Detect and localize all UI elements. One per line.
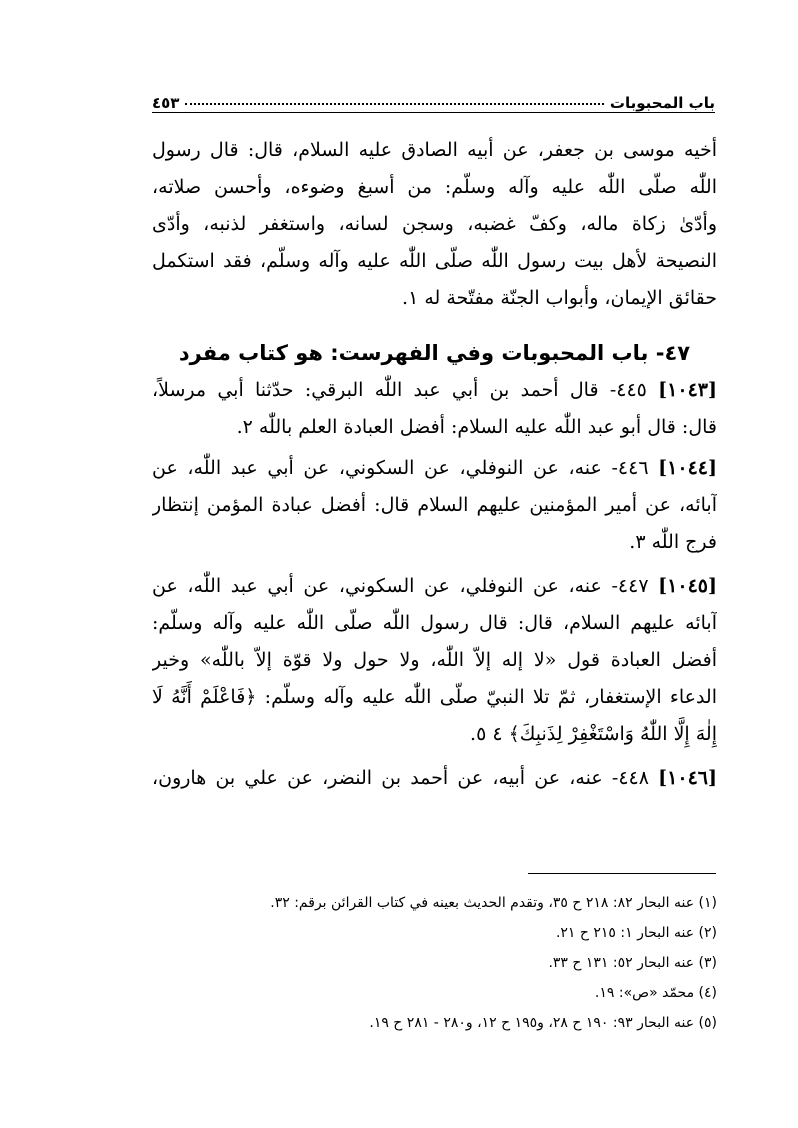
hadith-number: [١٠٤٦]	[658, 767, 717, 789]
text-line: وأدّىٰ زكاة ماله، وكفّ غضبه، وسجن لسانه، واستغفر لذنبه، وأدّى	[152, 213, 717, 235]
hadith-1043	[152, 372, 717, 446]
hadith-1045	[152, 568, 717, 753]
hadith-1044	[152, 450, 717, 561]
running-header	[152, 84, 715, 113]
header-dot-leader	[185, 103, 603, 105]
text-line: أخيه موسى بن جعفر، عن أبيه الصادق عليه السلام، قال: قال رسول	[152, 139, 717, 161]
footnote: (٢) عنه البحار ١: ٢١٥ ح ٢١.	[555, 925, 717, 941]
footnotes	[152, 888, 717, 1038]
footnote: (٤) محمّد «ص»: ١٩.	[594, 985, 717, 1001]
text-line: ٤٤٥- قال أحمد بن أبي عبد اللّٰه البرقي: حدّثنا أبي مرسلاً،	[152, 379, 647, 401]
text-line: الدعاء الإستغفار، ثمّ تلا النبيّ صلّى اللّٰه عليه وآله وسلّم: ﴿فَاعْلَمْ أَنَّهُ لَا	[152, 686, 717, 708]
hadith-number: [١٠٤٥]	[658, 575, 717, 597]
chapter-title: ٤٧- باب المحبوبات وفي الفهرست: هو كتاب مفرد	[178, 341, 691, 365]
footnote: (٥) عنه البحار ٩٣: ١٩٠ ح ٢٨، و١٩٥ ح ١٢، و٢٨٠ - ٢٨١ ح ١٩.	[369, 1015, 717, 1031]
footnote-separator	[528, 873, 716, 874]
footnote: (٣) عنه البحار ٥٢: ١٣١ ح ٣٣.	[548, 955, 717, 971]
text-line: ٤٤٧- عنه، عن النوفلي، عن السكوني، عن أبي عبد اللّٰه، عن	[152, 575, 649, 597]
text-line: ٤٤٦- عنه، عن النوفلي، عن السكوني، عن أبي عبد اللّٰه، عن	[152, 457, 649, 479]
hadith-number: [١٠٤٤]	[658, 457, 717, 479]
text-line: حقائق الإيمان، وأبواب الجنّة مفتّحة له ١.	[402, 287, 717, 309]
text-line: أفضل العبادة قول «لا إله إلاّ اللّٰه، ولا حول ولا قوّة إلاّ باللّٰه» وخير	[152, 649, 717, 671]
page-number: ٤٥٣	[152, 94, 180, 112]
text-line: آبائه، عن أمير المؤمنين عليهم السلام قال: أفضل عبادة المؤمن إنتظار	[152, 494, 717, 516]
text-line: قال: قال أبو عبد اللّٰه عليه السلام: أفضل العبادة العلم باللّٰه ٢.	[236, 416, 717, 438]
hadith-1046	[152, 760, 717, 797]
text-line: ٤٤٨- عنه، عن أبيه، عن أحمد بن النضر، عن علي بن هارون،	[152, 767, 649, 789]
hadith-number: [١٠٤٣]	[658, 379, 717, 401]
header-title: باب المحبوبات	[609, 94, 715, 112]
text-line: إِلٰهَ إِلَّا اللّٰهُ وَاسْتَغْفِرْ لِذَنبِكَ﴾ ٤ ٥.	[470, 723, 717, 745]
text-line: فرج اللّٰه ٣.	[629, 531, 717, 553]
text-line: آبائه عليهم السلام، قال: قال رسول اللّٰه صلّى اللّٰه عليه وآله وسلّم:	[152, 612, 717, 634]
footnote: (١) عنه البحار ٨٢: ٢١٨ ح ٣٥، وتقدم الحديث بعينه في كتاب القرائن برقم: ٣٢.	[270, 895, 717, 911]
text-line: النصيحة لأهل بيت رسول اللّٰه صلّى اللّٰه عليه وآله وسلّم، فقد استكمل	[152, 250, 717, 272]
text-line: اللّٰه صلّى اللّٰه عليه وآله وسلّم: من أسبغ وضوءه، وأحسن صلاته،	[152, 176, 717, 198]
intro-paragraph	[152, 132, 717, 317]
